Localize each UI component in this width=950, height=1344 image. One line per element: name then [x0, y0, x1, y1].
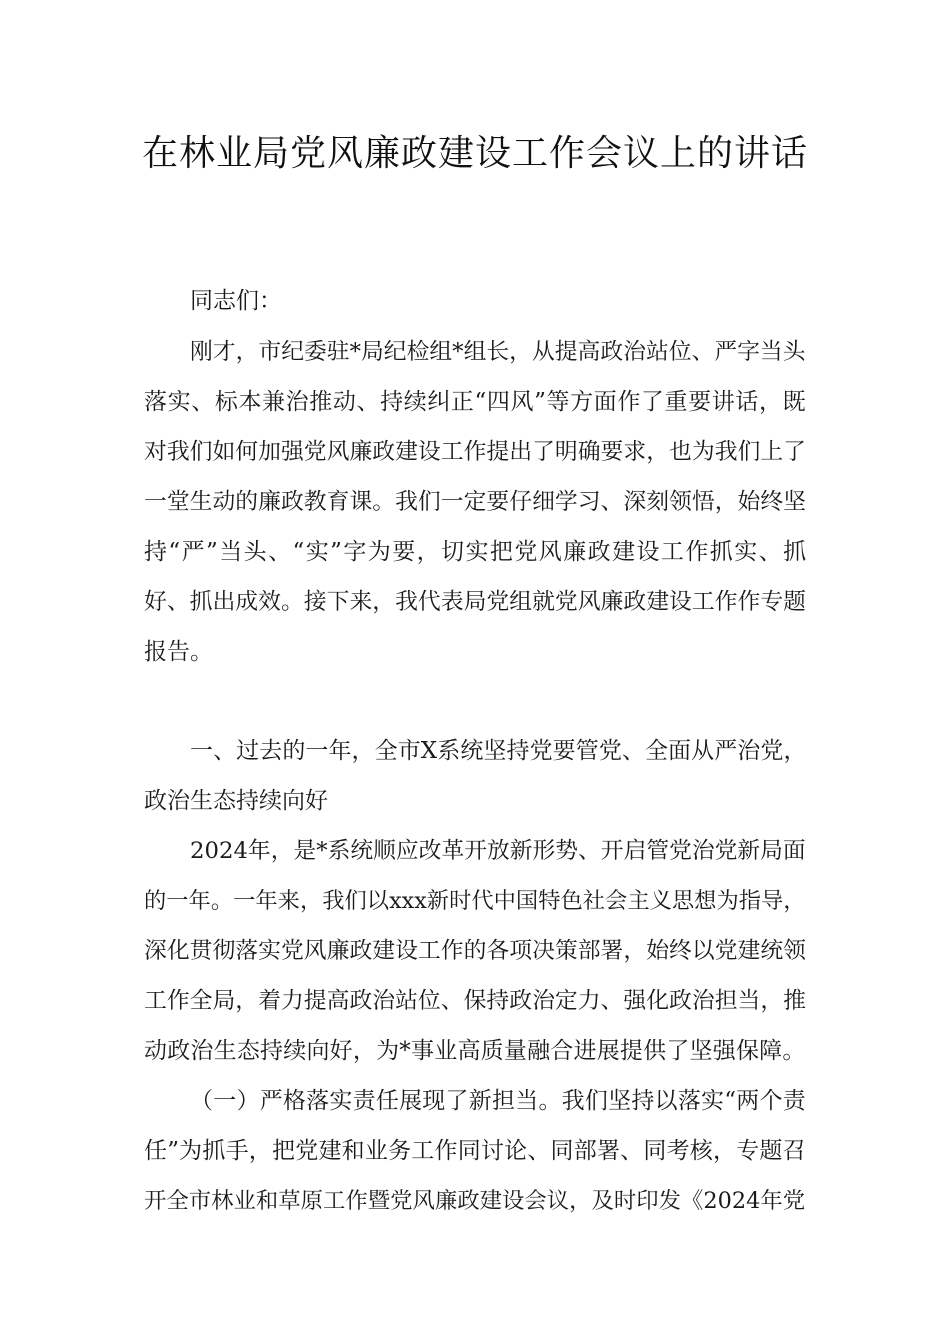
paragraph-line: 2024年，是*系统顺应改革开放新形势、开启管党治党新局面 [190, 838, 806, 864]
paragraph-line: 一堂生动的廉政教育课。我们一定要仔细学习、深刻领悟，始终坚 [144, 489, 807, 515]
paragraph-line: 刚才，市纪委驻*局纪检组*组长，从提高政治站位、严字当头 [190, 339, 806, 365]
paragraph-line: 动政治生态持续向好，为*事业高质量融合进展提供了坚强保障。 [144, 1038, 806, 1064]
paragraph-line: 任”为抓手，把党建和业务工作同讨论、同部署、同考核，专题召 [144, 1138, 806, 1164]
subsection-line: （一）严格落实责任展现了新担当。我们坚持以落实“两个责 [190, 1088, 806, 1114]
paragraph-line: 开全市林业和草原工作暨党风廉政建设会议，及时印发《2024年党 [144, 1188, 806, 1214]
paragraph-line: 报告。 [144, 639, 213, 665]
paragraph-line: 工作全局，着力提高政治站位、保持政治定力、强化政治担当，推 [144, 988, 807, 1014]
paragraph-line: 落实、标本兼治推动、持续纠正“四风”等方面作了重要讲话，既 [144, 389, 807, 415]
salutation: 同志们： [190, 288, 282, 314]
paragraph-line: 的一年。一年来，我们以xxx新时代中国特色社会主义思想为指导， [144, 888, 806, 914]
paragraph-line: 深化贯彻落实党风廉政建设工作的各项决策部署，始终以党建统领 [144, 938, 807, 964]
section-heading: 政治生态持续向好 [144, 788, 328, 814]
section-heading: 一、过去的一年，全市X系统坚持党要管党、全面从严治党， [190, 738, 807, 764]
paragraph-line: 持“严”当头、“实”字为要，切实把党风廉政建设工作抓实、抓 [144, 539, 808, 565]
document-title: 在林业局党风廉政建设工作会议上的讲话 [141, 133, 808, 174]
paragraph-line: 好、抓出成效。接下来，我代表局党组就党风廉政建设工作作专题 [144, 589, 807, 615]
paragraph-line: 对我们如何加强党风廉政建设工作提出了明确要求，也为我们上了 [144, 439, 807, 465]
